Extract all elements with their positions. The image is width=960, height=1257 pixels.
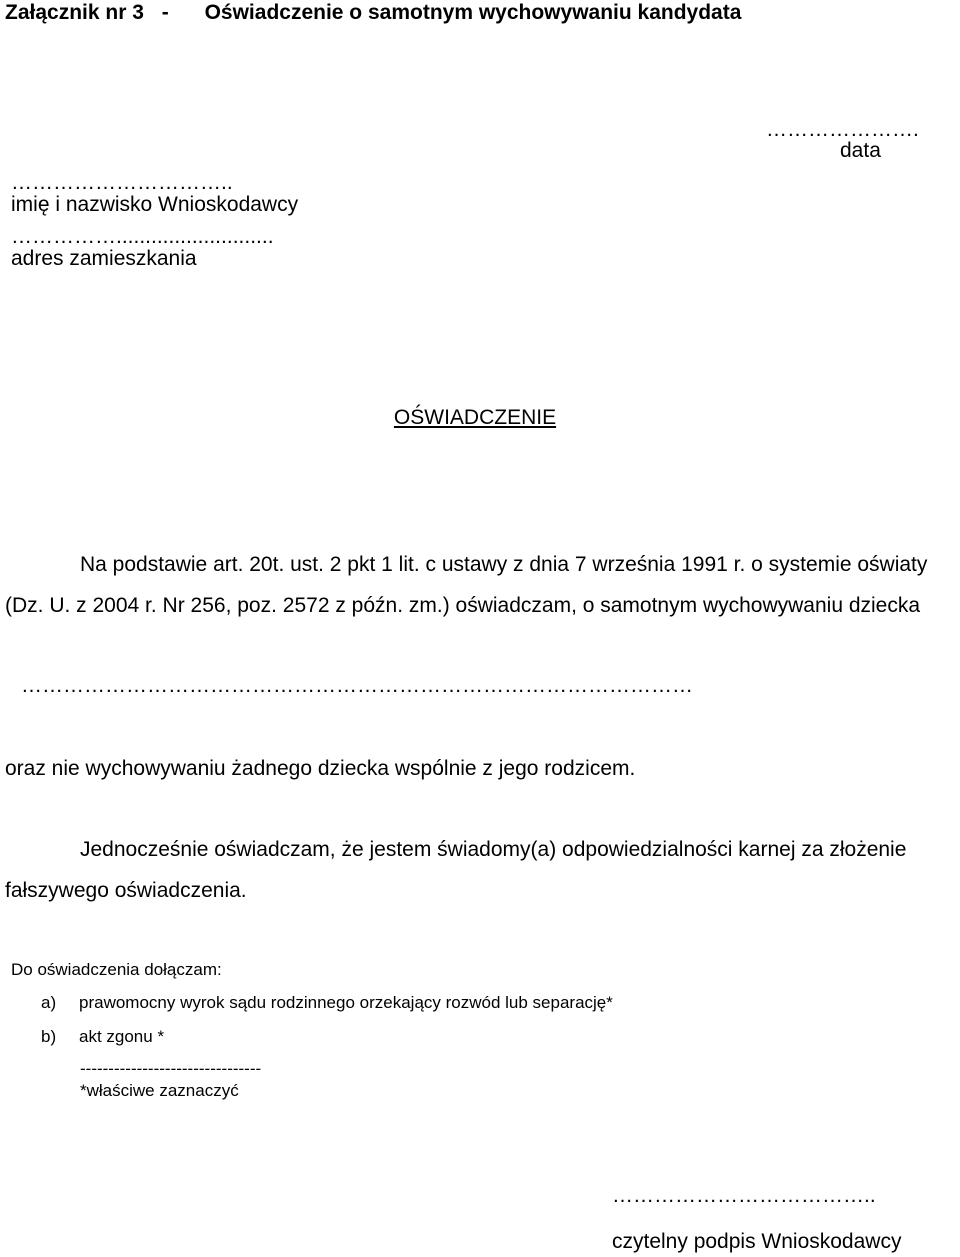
document-title [5,0,741,26]
list-item-text: akt zgonu * [79,1027,165,1046]
attachments-intro: Do oświadczenia dołączam: [11,960,222,979]
list-item-marker: b) [41,1027,57,1046]
applicant-address-dots: ……………........................... [11,225,274,248]
title-separator: - [161,1,169,24]
date-label: data [840,139,881,162]
title-text: Oświadczenie o samotnym wychowywaniu kandydata [204,1,742,24]
applicant-name-label: imię i nazwisko Wnioskodawcy [11,193,299,216]
signature-label: czytelny podpis Wnioskodawcy [612,1230,902,1253]
list-item [41,992,613,1014]
statement-paragraph-2: Jednocześnie oświadczam, że jestem świadomy(a) odpowiedzialności karnej za złożenie fałszywego oświadczenia. [5,838,907,902]
list-item-marker: a) [41,993,57,1012]
annex-label: Załącznik nr 3 [5,1,144,24]
applicant-name-dots: ………………………….. [11,171,233,194]
footnote-rule: -------------------------------- [80,1059,262,1078]
footnote-text: *właściwe zaznaczyć [80,1081,239,1100]
statement-heading: OŚWIADCZENIE [393,406,557,429]
statement-paragraph-1-end: oraz nie wychowywaniu żadnego dziecka wspólnie z jego rodzicem. [5,757,636,780]
list-item-text: prawomocny wyrok sądu rodzinnego orzekający rozwód lub separację* [79,993,613,1012]
statement-paragraph-1: Na podstawie art. 20t. ust. 2 pkt 1 lit. c ustawy z dnia 7 września 1991 r. o systemie oświaty (Dz. U. z 2004 r. Nr 256, poz. 2572 z późn. zm.) oświadczam, o samotnym wychowywaniu dziecka [5,553,928,617]
applicant-address-label: adres zamieszkania [11,247,197,270]
date-dots: …………………. [766,118,919,141]
list-item [41,1026,164,1048]
signature-dots: ……………………………….. [612,1184,876,1207]
child-name-dots: …………………………………………………………………………………… [21,674,693,697]
